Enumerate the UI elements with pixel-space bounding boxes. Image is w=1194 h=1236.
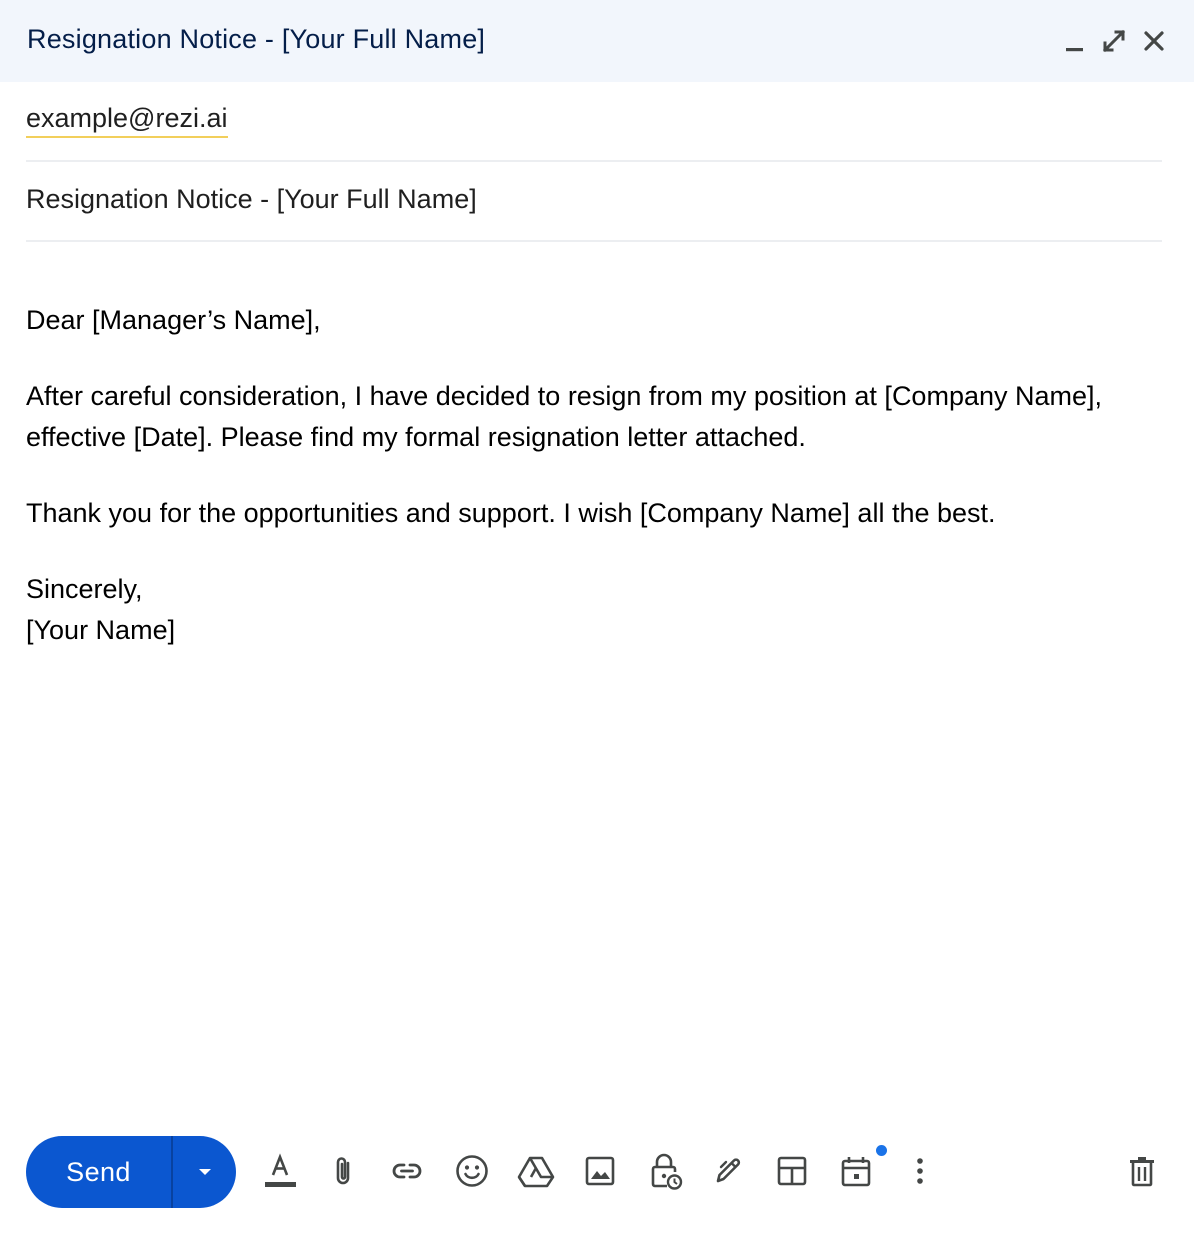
confidential-mode-icon	[647, 1152, 683, 1190]
layouts-icon	[774, 1153, 810, 1189]
compose-toolbar	[0, 1128, 1194, 1214]
compose-titlebar[interactable]	[0, 0, 1194, 82]
insert-photo-icon	[582, 1153, 618, 1189]
close-button[interactable]	[1139, 26, 1169, 56]
discard-draft-icon	[1124, 1153, 1160, 1189]
minimize-icon	[1059, 26, 1089, 56]
compose-title: Resignation Notice - [Your Full Name]	[27, 24, 486, 54]
greeting: Dear [Manager’s Name],	[26, 305, 321, 335]
insert-signature-button[interactable]	[708, 1151, 748, 1191]
insert-emoji-button[interactable]	[452, 1151, 492, 1191]
layouts-button[interactable]	[772, 1151, 812, 1191]
subject-input[interactable]: Resignation Notice - [Your Full Name]	[26, 184, 477, 214]
set-up-time-to-meet-button[interactable]	[836, 1151, 876, 1191]
schedule-event-icon	[838, 1153, 874, 1189]
new-feature-dot	[876, 1145, 887, 1156]
message-body[interactable]	[26, 300, 1136, 651]
emoji-icon	[454, 1153, 490, 1189]
attach-file-icon	[325, 1153, 361, 1189]
caret-down-icon	[195, 1162, 215, 1182]
insert-link-icon	[389, 1153, 425, 1189]
minimize-button[interactable]	[1059, 26, 1089, 56]
send-button[interactable]: Send	[66, 1156, 131, 1187]
signature-icon	[710, 1153, 746, 1189]
confidential-mode-button[interactable]	[645, 1151, 685, 1191]
google-drive-icon	[517, 1153, 555, 1189]
send-button-group	[26, 1136, 236, 1208]
discard-draft-button[interactable]	[1122, 1151, 1162, 1191]
body-paragraph-1: After careful consideration, I have decided to resign from my position at [Company Name], effective [Date]. Please find my formal resignation letter attached.	[26, 381, 1103, 452]
formatting-options-button[interactable]	[260, 1151, 300, 1191]
format-text-icon	[262, 1153, 298, 1189]
more-options-icon	[902, 1153, 938, 1189]
subject-field[interactable]	[26, 162, 1162, 242]
close-icon	[1139, 26, 1169, 56]
signature-name: [Your Name]	[26, 615, 176, 645]
recipient-chip[interactable]: example@rezi.ai	[26, 103, 228, 138]
insert-link-button[interactable]	[387, 1151, 427, 1191]
insert-photo-button[interactable]	[580, 1151, 620, 1191]
closing: Sincerely,	[26, 574, 143, 604]
to-field[interactable]	[26, 82, 1162, 162]
expand-icon	[1099, 26, 1129, 56]
expand-button[interactable]	[1099, 26, 1129, 56]
insert-from-drive-button[interactable]	[516, 1151, 556, 1191]
attach-files-button[interactable]	[323, 1151, 363, 1191]
send-options-button[interactable]	[173, 1136, 236, 1208]
body-paragraph-2: Thank you for the opportunities and support. I wish [Company Name] all the best.	[26, 498, 996, 528]
more-options-button[interactable]	[900, 1151, 940, 1191]
